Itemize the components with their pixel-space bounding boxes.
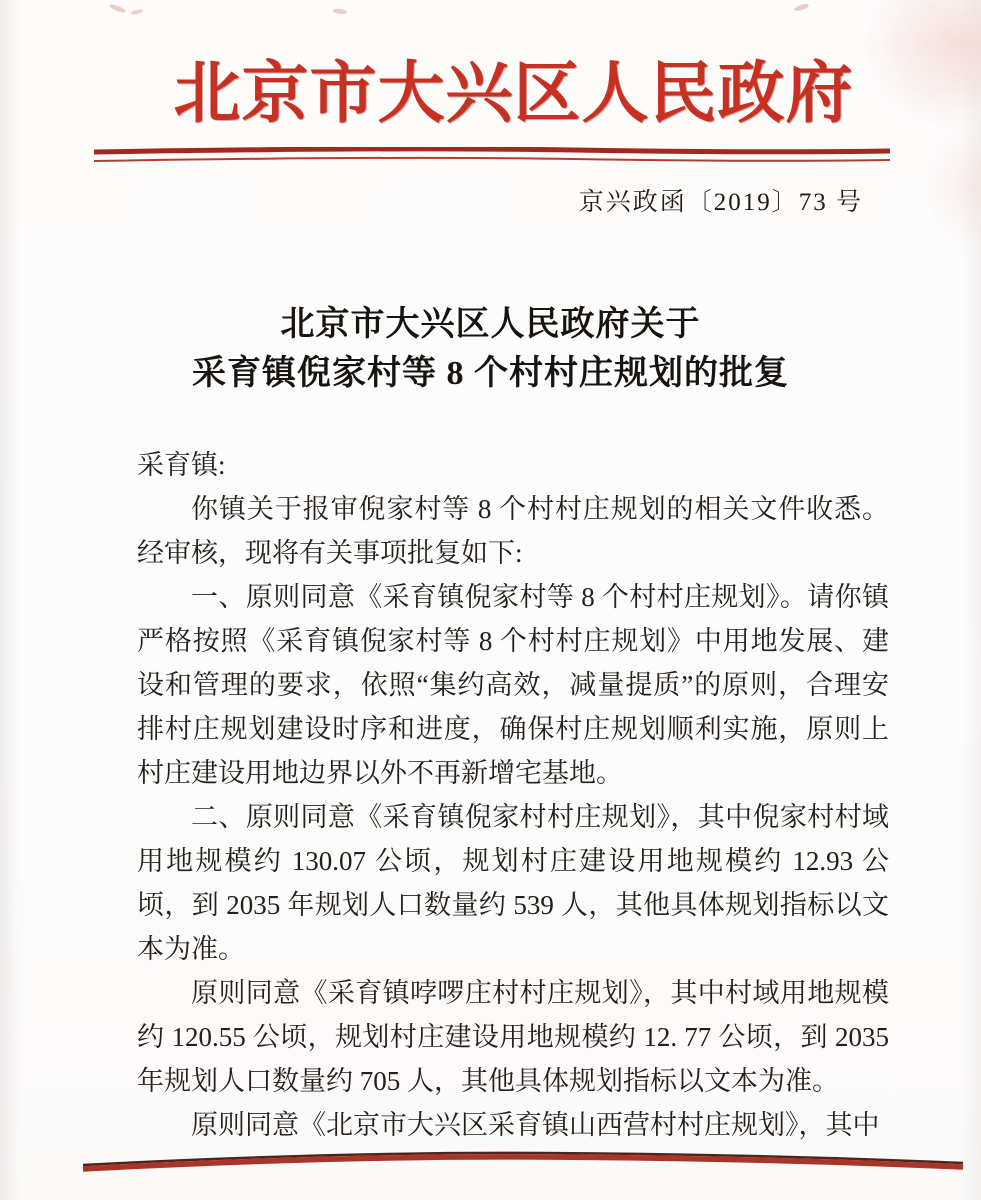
letterhead-title: 北京市大兴区人民政府 [173, 57, 854, 131]
letterhead-divider [94, 147, 890, 167]
document-title-line1: 北京市大兴区人民政府关于 [280, 306, 701, 343]
document-title-line2: 采育镇倪家村等 8 个村村庄规划的批复 [192, 355, 789, 392]
paragraph-item-1: 一、原则同意《采育镇倪家村等 8 个村村庄规划》。请你镇严格按照《采育镇倪家村等 8 个村村庄规划》中用地发展、建设和管理的要求，依照“集约高效，减量提质”的原则，合理安排村庄规划建设时序和进度，确保村庄规划顺利实施，原则上村庄建设用地边界以外不再新增宅基地。 [137, 582, 889, 788]
document-body [137, 443, 889, 1147]
paragraph-item-2: 二、原则同意《采育镇倪家村村庄规划》，其中倪家村村域用地规模约 130.07 公顷，规划村庄建设用地规模约 12.93 公顷，到 2035 年规划人口数量约 539 人，其他具体规划指标以文本为准。 [137, 802, 889, 964]
salutation: 采育镇: [137, 450, 226, 480]
scan-artifact [333, 8, 348, 15]
paragraph-shanxiying: 原则同意《北京市大兴区采育镇山西营村村庄规划》，其中 [191, 1110, 880, 1140]
scan-artifact [794, 3, 810, 12]
document-number: 京兴政函〔2019〕73 号 [578, 189, 863, 216]
footer-divider [80, 1144, 966, 1176]
document-title [0, 300, 981, 398]
scan-artifact [109, 3, 127, 14]
paragraph-boluozhuang: 原则同意《采育镇哱啰庄村村庄规划》，其中村域用地规模约 120.55 公顷，规划村庄建设用地规模约 12. 77 公顷，到 2035 年规划人口数量约 705 人，其他具体规划指标以文本为准。 [137, 978, 889, 1096]
paragraph-intro: 你镇关于报审倪家村等 8 个村村庄规划的相关文件收悉。经审核，现将有关事项批复如下: [137, 494, 889, 568]
scan-artifact [131, 9, 144, 15]
